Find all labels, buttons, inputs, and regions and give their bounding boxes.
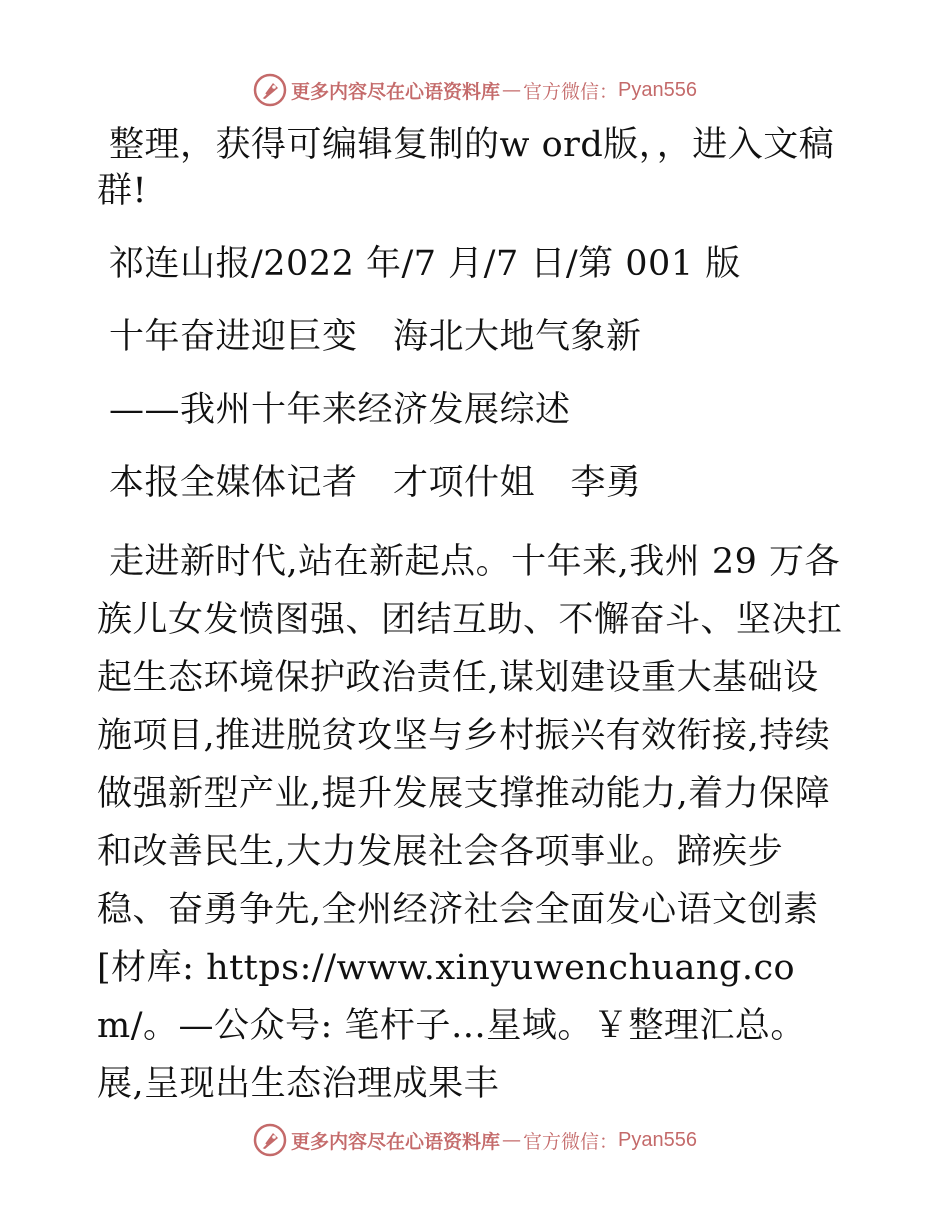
pen-nib-logo-icon xyxy=(253,1123,287,1157)
source-line: 祁连山报/2022 年/7 月/7 日/第 001 版 xyxy=(109,244,741,284)
watermark-site-text: 更多内容尽在心语资料库 xyxy=(291,80,501,103)
body-paragraph: 走进新时代,站在新起点。十年来,我州 29 万各族儿女发愤图强、团结互助、不懈奋斗、坚决扛起生态环境保护政治责任,谋划建设重大基础设施项目,推进脱贫攻坚与乡村振兴有效衔接,持续做强新型产业,提升发展支撑推动能力,着力保障和改善民生,大力发展社会各项事业。蹄疾步稳、奋勇争先,全州经济社会全面发心语文创素[材库: https://www.xinyuwenchuang.com/。—公众号: 笔杆子…星域。￥整理汇总。展,呈现出生态治理成果丰 xyxy=(97,542,843,1104)
footer-watermark xyxy=(0,1120,950,1160)
document-content xyxy=(97,122,867,1113)
intro-line: 整理，获得可编辑复制的w ord版，，进入文稿群! xyxy=(97,125,835,211)
watermark-dash: — xyxy=(502,79,522,101)
pen-nib-logo-icon xyxy=(253,73,287,107)
watermark-wechat-label: 官方微信： xyxy=(523,1130,619,1153)
watermark-wechat-label: 官方微信： xyxy=(523,80,619,103)
headline: 十年奋进迎巨变 海北大地气象新 xyxy=(109,317,642,357)
watermark-site-text: 更多内容尽在心语资料库 xyxy=(291,1130,501,1153)
watermark-dash: — xyxy=(502,1129,522,1151)
byline: 本报全媒体记者 才项什姐 李勇 xyxy=(109,463,642,503)
header-watermark xyxy=(0,70,950,110)
watermark-wechat-id: Pyan556 xyxy=(618,1128,697,1151)
subheadline: ——我州十年来经济发展综述 xyxy=(109,390,571,430)
watermark-wechat-id: Pyan556 xyxy=(618,78,697,101)
